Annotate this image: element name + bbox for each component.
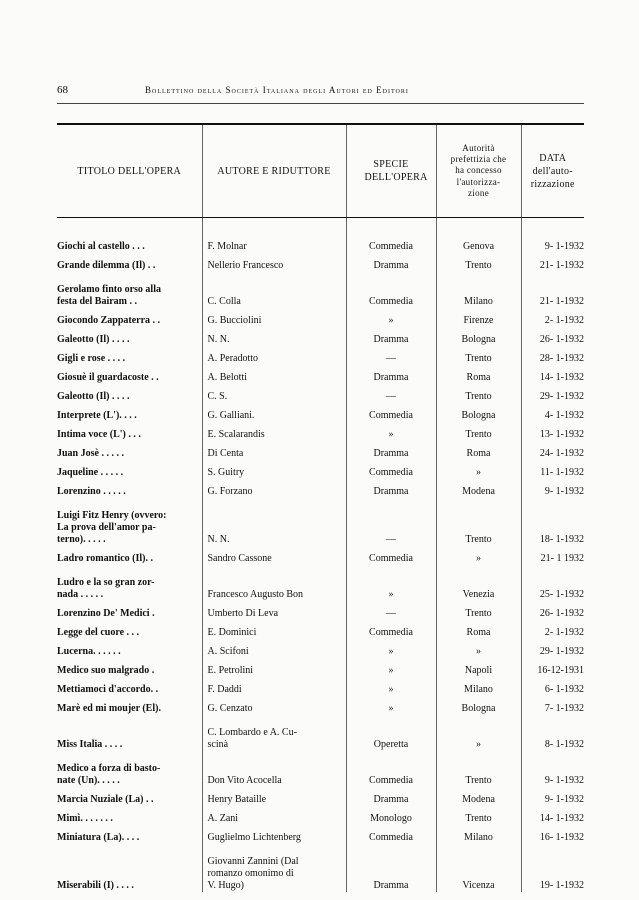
- author-cell: Sandro Cassone: [202, 546, 346, 565]
- title-cell: Giochi al castello . . .: [57, 241, 145, 252]
- date-cell: 16-12-1931: [521, 658, 584, 677]
- author-cell: C. Colla: [202, 272, 346, 308]
- author-cell: E. Petrolini: [202, 658, 346, 677]
- title-cell: Marè ed mi moujer (El).: [57, 703, 161, 714]
- date-cell: 29- 1-1932: [521, 384, 584, 403]
- kind-cell: Commedia: [346, 620, 436, 639]
- title-cell: Juan Josè . . . . .: [57, 448, 124, 459]
- kind-cell: Dramma: [346, 253, 436, 272]
- authority-cell: Trento: [436, 601, 521, 620]
- date-cell: 26- 1-1932: [521, 601, 584, 620]
- works-register-table: [57, 123, 584, 892]
- date-cell: 14- 1-1932: [521, 806, 584, 825]
- authority-cell: Trento: [436, 346, 521, 365]
- date-cell: 18- 1-1932: [521, 498, 584, 546]
- title-cell: Giosuè il guardacoste . .: [57, 372, 159, 383]
- table-row: [57, 844, 584, 892]
- date-cell: 6- 1-1932: [521, 677, 584, 696]
- author-cell: A. Belotti: [202, 365, 346, 384]
- kind-cell: Dramma: [346, 327, 436, 346]
- authority-cell: Trento: [436, 806, 521, 825]
- authority-cell: Firenze: [436, 308, 521, 327]
- author-cell: Nellerio Francesco: [202, 253, 346, 272]
- kind-cell: —: [346, 498, 436, 546]
- title-cell: Miniatura (La). . . .: [57, 832, 140, 843]
- date-cell: 2- 1-1932: [521, 620, 584, 639]
- title-cell: Ladro romantico (Il). .: [57, 553, 154, 564]
- title-cell: Miss Italia . . . .: [57, 739, 123, 750]
- kind-cell: »: [346, 308, 436, 327]
- table-row: [57, 403, 584, 422]
- table-row: [57, 365, 584, 384]
- date-cell: 28- 1-1932: [521, 346, 584, 365]
- authority-cell: Genova: [436, 234, 521, 253]
- author-cell: G. Galliani.: [202, 403, 346, 422]
- author-cell: G. Cenzato: [202, 696, 346, 715]
- kind-cell: Dramma: [346, 479, 436, 498]
- header-rule: [57, 103, 584, 104]
- author-cell: S. Guitry: [202, 460, 346, 479]
- author-cell: C. S.: [202, 384, 346, 403]
- author-cell: Giovanni Zannini (Dal romanzo omonimo di V. Hugo): [202, 844, 346, 892]
- table-row: [57, 479, 584, 498]
- column-header-kind: SPECIE DELL'OPERA: [346, 124, 436, 218]
- date-cell: 21- 1 1932: [521, 546, 584, 565]
- date-cell: 9- 1-1932: [521, 751, 584, 787]
- table-row: [57, 825, 584, 844]
- authority-cell: Napoli: [436, 658, 521, 677]
- table-row: [57, 346, 584, 365]
- title-cell: Interprete (L'). . . .: [57, 410, 137, 421]
- spacer-row: [57, 218, 584, 235]
- table-row: [57, 308, 584, 327]
- title-cell: Galeotto (Il) . . . .: [57, 391, 130, 402]
- kind-cell: Commedia: [346, 234, 436, 253]
- authority-cell: Trento: [436, 751, 521, 787]
- authority-cell: Bologna: [436, 696, 521, 715]
- date-cell: 9- 1-1932: [521, 479, 584, 498]
- kind-cell: Dramma: [346, 844, 436, 892]
- authority-cell: »: [436, 546, 521, 565]
- authority-cell: »: [436, 639, 521, 658]
- title-cell: Miserabili (I) . . . .: [57, 880, 134, 891]
- title-cell: Intima voce (L') . . .: [57, 429, 141, 440]
- title-cell: Luigi Fitz Henry (ovvero: La prova dell'amor pa- terno). . . . .: [57, 510, 167, 545]
- author-cell: F. Daddi: [202, 677, 346, 696]
- table-row: [57, 498, 584, 546]
- table-row: [57, 234, 584, 253]
- authority-cell: Trento: [436, 422, 521, 441]
- authority-cell: Milano: [436, 272, 521, 308]
- authority-cell: Bologna: [436, 403, 521, 422]
- table-row: [57, 546, 584, 565]
- date-cell: 4- 1-1932: [521, 403, 584, 422]
- author-cell: C. Lombardo e A. Cu- scinà: [202, 715, 346, 751]
- title-cell: Grande dilemma (Il) . .: [57, 260, 156, 271]
- table-row: [57, 715, 584, 751]
- authority-cell: Roma: [436, 620, 521, 639]
- authority-cell: Milano: [436, 677, 521, 696]
- kind-cell: Commedia: [346, 546, 436, 565]
- table-row: [57, 601, 584, 620]
- date-cell: 7- 1-1932: [521, 696, 584, 715]
- date-cell: 8- 1-1932: [521, 715, 584, 751]
- kind-cell: —: [346, 601, 436, 620]
- date-cell: 16- 1-1932: [521, 825, 584, 844]
- title-cell: Medico suo malgrado .: [57, 665, 155, 676]
- date-cell: 29- 1-1932: [521, 639, 584, 658]
- column-header-authority: Autorità prefettizia che ha concesso l'autorizza- zione: [436, 124, 521, 218]
- author-cell: Di Centa: [202, 441, 346, 460]
- author-cell: F. Molnar: [202, 234, 346, 253]
- page-header: [57, 84, 584, 100]
- table-row: [57, 696, 584, 715]
- title-cell: Ludro e la so gran zor- nada . . . . .: [57, 577, 155, 600]
- column-header-author: AUTORE E RIDUTTORE: [202, 124, 346, 218]
- kind-cell: Dramma: [346, 365, 436, 384]
- kind-cell: Operetta: [346, 715, 436, 751]
- author-cell: Don Vito Acocella: [202, 751, 346, 787]
- author-cell: N. N.: [202, 327, 346, 346]
- date-cell: 9- 1-1932: [521, 234, 584, 253]
- date-cell: 21- 1-1932: [521, 253, 584, 272]
- authority-cell: Trento: [436, 498, 521, 546]
- table-row: [57, 460, 584, 479]
- title-cell: Lorenzino . . . . .: [57, 486, 126, 497]
- date-cell: 9- 1-1932: [521, 787, 584, 806]
- title-cell: Jaqueline . . . . .: [57, 467, 124, 478]
- kind-cell: Commedia: [346, 403, 436, 422]
- authority-cell: »: [436, 715, 521, 751]
- title-cell: Giocondo Zappaterra . .: [57, 315, 161, 326]
- date-cell: 14- 1-1932: [521, 365, 584, 384]
- authority-cell: Roma: [436, 365, 521, 384]
- kind-cell: Commedia: [346, 751, 436, 787]
- kind-cell: »: [346, 565, 436, 601]
- author-cell: Umberto Di Leva: [202, 601, 346, 620]
- kind-cell: »: [346, 696, 436, 715]
- table-row: [57, 253, 584, 272]
- table-row: [57, 751, 584, 787]
- table-row: [57, 658, 584, 677]
- date-cell: 13- 1-1932: [521, 422, 584, 441]
- kind-cell: Commedia: [346, 460, 436, 479]
- author-cell: N. N.: [202, 498, 346, 546]
- table-row: [57, 639, 584, 658]
- kind-cell: »: [346, 639, 436, 658]
- table-row: [57, 384, 584, 403]
- author-cell: A. Zani: [202, 806, 346, 825]
- author-cell: Guglielmo Lichtenberg: [202, 825, 346, 844]
- title-cell: Lorenzino De' Medici .: [57, 608, 155, 619]
- date-cell: 25- 1-1932: [521, 565, 584, 601]
- title-cell: Medico a forza di basto- nate (Un). . . . .: [57, 763, 161, 786]
- authority-cell: »: [436, 460, 521, 479]
- kind-cell: »: [346, 658, 436, 677]
- table-row: [57, 787, 584, 806]
- title-cell: Gigli e rose . . . .: [57, 353, 126, 364]
- table-row: [57, 565, 584, 601]
- author-cell: A. Scifoni: [202, 639, 346, 658]
- authority-cell: Modena: [436, 787, 521, 806]
- authority-cell: Venezia: [436, 565, 521, 601]
- kind-cell: Commedia: [346, 272, 436, 308]
- title-cell: Mettiamoci d'accordo. .: [57, 684, 159, 695]
- kind-cell: —: [346, 384, 436, 403]
- column-header-date: DATA dell'auto- rizzazione: [521, 124, 584, 218]
- date-cell: 11- 1-1932: [521, 460, 584, 479]
- kind-cell: —: [346, 346, 436, 365]
- authority-cell: Milano: [436, 825, 521, 844]
- table-row: [57, 620, 584, 639]
- title-cell: Legge del cuore . . .: [57, 627, 140, 638]
- date-cell: 2- 1-1932: [521, 308, 584, 327]
- table-body: [57, 218, 584, 893]
- title-cell: Marcia Nuziale (La) . .: [57, 794, 154, 805]
- date-cell: 26- 1-1932: [521, 327, 584, 346]
- table-row: [57, 806, 584, 825]
- author-cell: Francesco Augusto Bon: [202, 565, 346, 601]
- kind-cell: »: [346, 422, 436, 441]
- authority-cell: Trento: [436, 253, 521, 272]
- author-cell: Henry Bataille: [202, 787, 346, 806]
- date-cell: 21- 1-1932: [521, 272, 584, 308]
- running-title: Bollettino della Società Italiana degli Autori ed Editori: [145, 85, 409, 95]
- authority-cell: Roma: [436, 441, 521, 460]
- authority-cell: Bologna: [436, 327, 521, 346]
- kind-cell: Monologo: [346, 806, 436, 825]
- kind-cell: Dramma: [346, 787, 436, 806]
- kind-cell: Dramma: [346, 441, 436, 460]
- column-header-title: TITOLO DELL'OPERA: [57, 124, 202, 218]
- title-cell: Mimì. . . . . . .: [57, 813, 113, 824]
- table-row: [57, 327, 584, 346]
- authority-cell: Modena: [436, 479, 521, 498]
- date-cell: 24- 1-1932: [521, 441, 584, 460]
- table-header-row: [57, 124, 584, 218]
- author-cell: E. Scalarandis: [202, 422, 346, 441]
- kind-cell: »: [346, 677, 436, 696]
- author-cell: E. Dominici: [202, 620, 346, 639]
- kind-cell: Commedia: [346, 825, 436, 844]
- author-cell: G. Bucciolini: [202, 308, 346, 327]
- page-number: 68: [57, 84, 68, 96]
- table-row: [57, 422, 584, 441]
- table-row: [57, 272, 584, 308]
- title-cell: Gerolamo finto orso alla festa del Bairam . .: [57, 284, 161, 307]
- table-row: [57, 441, 584, 460]
- title-cell: Galeotto (Il) . . . .: [57, 334, 130, 345]
- author-cell: A. Peradotto: [202, 346, 346, 365]
- date-cell: 19- 1-1932: [521, 844, 584, 892]
- table-row: [57, 677, 584, 696]
- author-cell: G. Forzano: [202, 479, 346, 498]
- authority-cell: Trento: [436, 384, 521, 403]
- title-cell: Lucerna. . . . . .: [57, 646, 121, 657]
- authority-cell: Vicenza: [436, 844, 521, 892]
